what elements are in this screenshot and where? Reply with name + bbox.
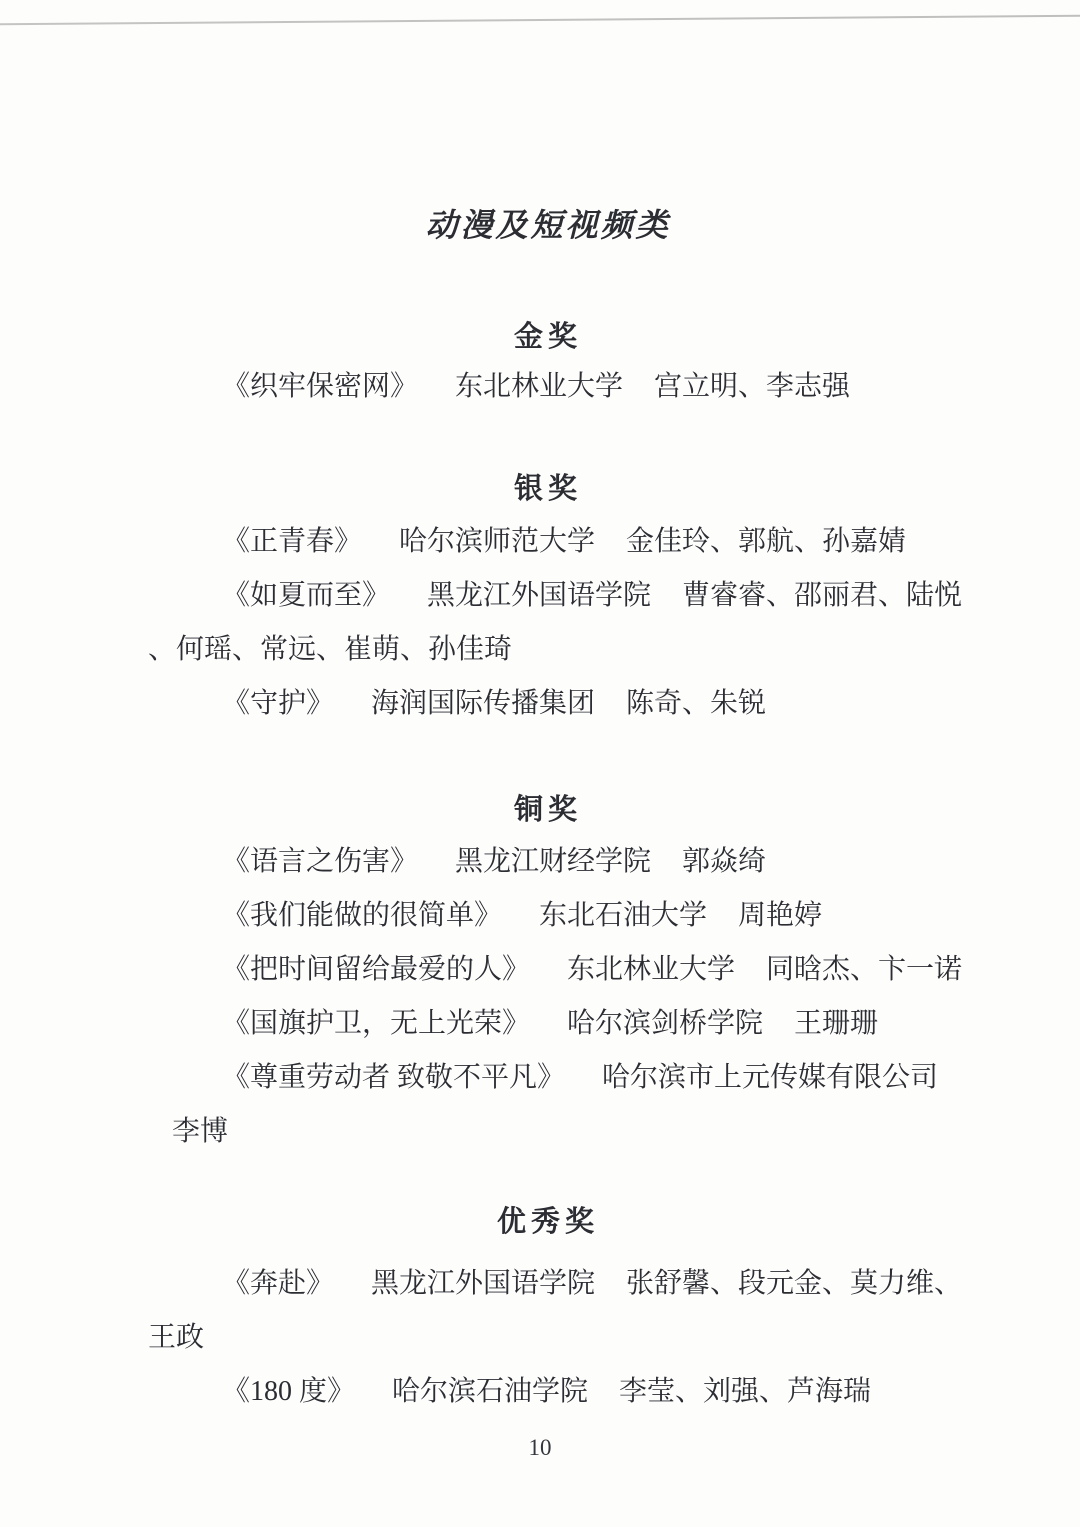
entry-organization: 东北林业大学 bbox=[455, 371, 624, 402]
entry-title: 《我们能做的很简单》 bbox=[222, 900, 503, 931]
category-title: 动漫及短视频类 bbox=[425, 207, 671, 243]
entry-authors: 宫立明、李志强 bbox=[654, 371, 851, 402]
entry-organization: 哈尔滨市上元传媒有限公司 bbox=[602, 1062, 939, 1093]
entry-authors: 李博 bbox=[172, 1116, 229, 1147]
entry-organization: 黑龙江外国语学院 bbox=[427, 580, 652, 611]
entry-authors: 李莹、刘强、芦海瑞 bbox=[619, 1376, 872, 1407]
entry-authors: 曹睿睿、邵丽君、陆悦、何瑶、常远、崔萌、孙佳琦 bbox=[148, 580, 963, 665]
section-heading-bronze: 铜奖 bbox=[513, 794, 582, 826]
entry-title: 《如夏而至》 bbox=[222, 580, 391, 611]
entry-organization: 哈尔滨剑桥学院 bbox=[567, 1008, 764, 1039]
award-entry bbox=[148, 677, 968, 731]
award-entry bbox=[148, 360, 968, 414]
award-entry bbox=[148, 997, 968, 1051]
section-entries-gold bbox=[148, 360, 968, 414]
award-entry bbox=[148, 515, 968, 569]
award-entry bbox=[148, 943, 968, 997]
award-entry bbox=[148, 569, 968, 677]
section-heading-excellence: 优秀奖 bbox=[496, 1206, 599, 1238]
entry-organization: 黑龙江外国语学院 bbox=[371, 1268, 596, 1299]
award-entry bbox=[148, 1051, 968, 1159]
entry-title: 《奔赴》 bbox=[222, 1268, 335, 1299]
entry-authors: 郭焱绮 bbox=[682, 846, 767, 877]
entry-title: 《织牢保密网》 bbox=[222, 371, 419, 402]
entry-title: 《把时间留给最爱的人》 bbox=[222, 954, 531, 985]
entry-organization: 黑龙江财经学院 bbox=[455, 846, 652, 877]
entry-title: 《语言之伤害》 bbox=[222, 846, 419, 877]
section-entries-bronze bbox=[148, 835, 968, 1159]
entry-title: 《正青春》 bbox=[222, 526, 363, 557]
entry-authors: 张舒馨、段元金、莫力维、王政 bbox=[148, 1268, 963, 1353]
entry-organization: 海润国际传播集团 bbox=[371, 688, 596, 719]
entry-title: 《尊重劳动者 致敬不平凡》 bbox=[222, 1062, 566, 1093]
award-entry bbox=[148, 835, 968, 889]
entry-authors: 金佳玲、郭航、孙嘉婧 bbox=[626, 526, 907, 557]
award-entry bbox=[148, 1365, 968, 1419]
entry-organization: 哈尔滨石油学院 bbox=[392, 1376, 589, 1407]
entry-organization: 东北石油大学 bbox=[539, 900, 708, 931]
section-heading-gold: 金奖 bbox=[513, 321, 582, 353]
entry-authors: 王珊珊 bbox=[794, 1008, 879, 1039]
scan-artifact-line bbox=[0, 15, 1080, 26]
section-heading-silver: 银奖 bbox=[513, 473, 582, 505]
entry-title: 《国旗护卫，无上光荣》 bbox=[222, 1008, 531, 1039]
entry-authors: 周艳婷 bbox=[738, 900, 823, 931]
entry-organization: 东北林业大学 bbox=[567, 954, 736, 985]
award-entry bbox=[148, 1257, 968, 1365]
section-entries-excellence bbox=[148, 1257, 968, 1419]
section-entries-silver bbox=[148, 515, 968, 731]
page-number: 10 bbox=[528, 1435, 552, 1460]
entry-authors: 陈奇、朱锐 bbox=[626, 688, 767, 719]
entry-authors: 同晗杰、卞一诺 bbox=[766, 954, 963, 985]
entry-title: 《180 度》 bbox=[222, 1376, 356, 1407]
entry-organization: 哈尔滨师范大学 bbox=[399, 526, 596, 557]
award-entry bbox=[148, 889, 968, 943]
entry-title: 《守护》 bbox=[222, 688, 335, 719]
